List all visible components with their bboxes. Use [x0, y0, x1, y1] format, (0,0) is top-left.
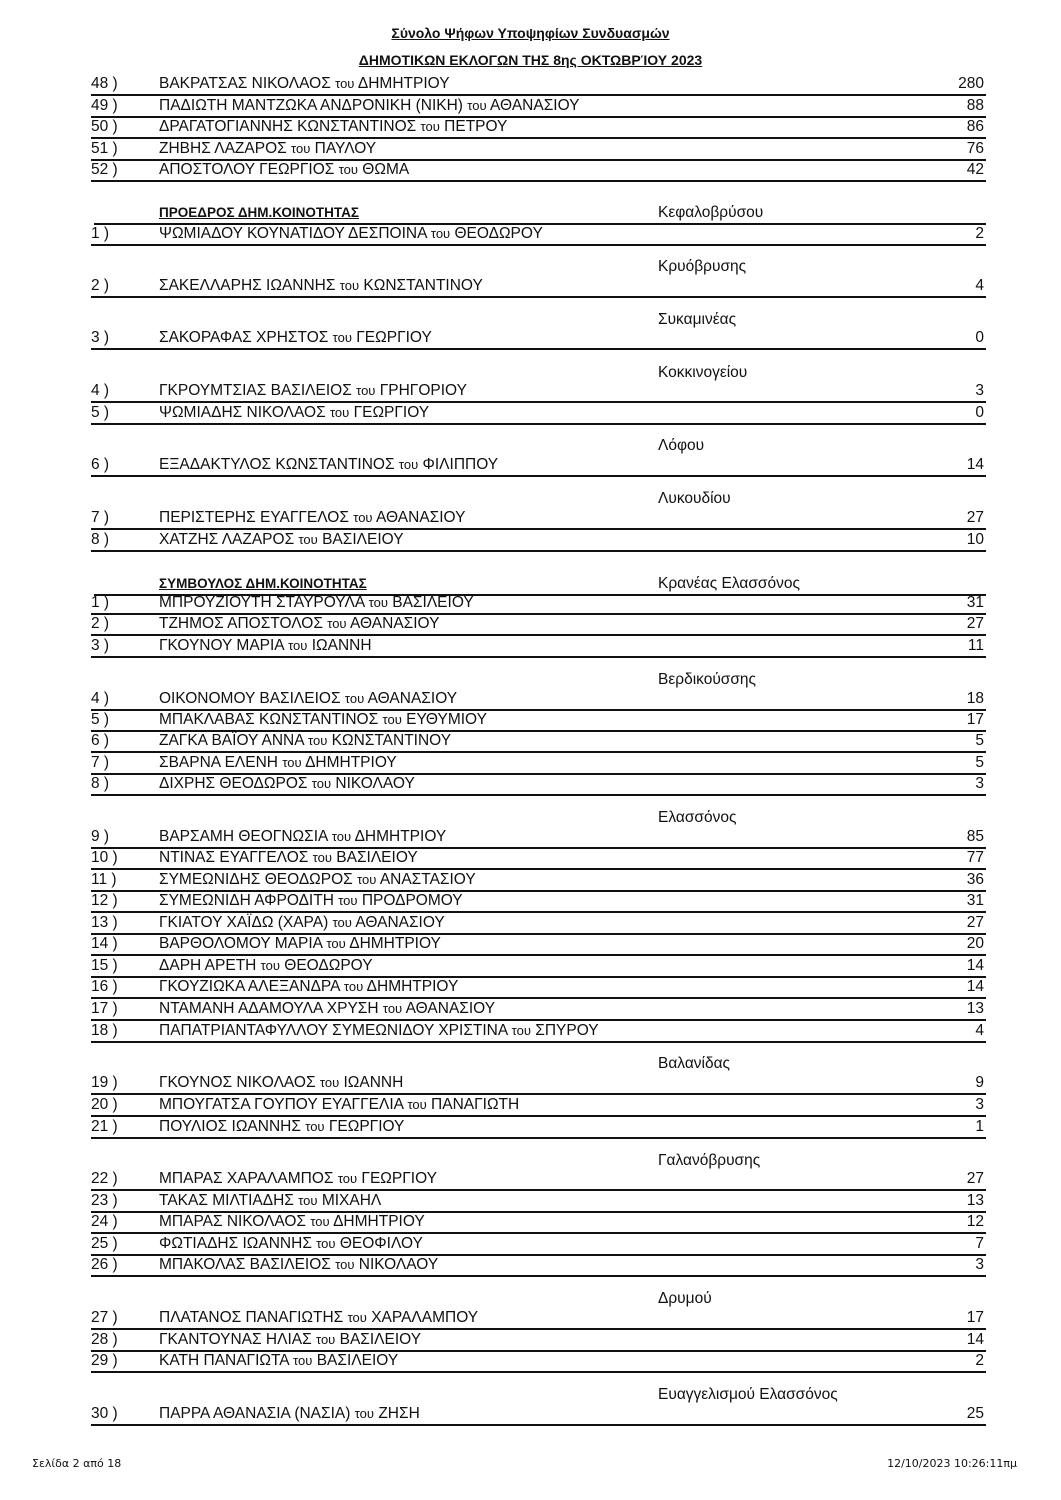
candidate-number: 26 )	[91, 1256, 118, 1273]
candidate-number: 3 )	[91, 637, 110, 654]
community-label: Ευαγγελισμού Ελασσόνος	[658, 1386, 838, 1403]
vote-count: 5	[975, 754, 984, 771]
candidate-number: 52 )	[91, 161, 118, 178]
candidate-row	[91, 455, 986, 477]
candidate-number: 50 )	[91, 118, 118, 135]
candidate-row	[91, 956, 986, 978]
candidate-row	[91, 139, 986, 161]
candidate-number: 29 )	[91, 1352, 118, 1369]
candidate-name: ΦΩΤΙΑΔΗΣ ΙΩΑΝΝΗΣ του ΘΕΟΦΙΛΟΥ	[159, 1235, 423, 1252]
candidate-number: 12 )	[91, 892, 118, 909]
vote-count: 27	[966, 1170, 984, 1187]
candidate-row	[91, 1351, 986, 1373]
vote-count: 2	[975, 1352, 984, 1369]
candidate-number: 20 )	[91, 1096, 118, 1113]
candidate-row	[91, 1308, 986, 1330]
candidate-row	[91, 117, 986, 139]
candidate-name: ΟΙΚΟΝΟΜΟΥ ΒΑΣΙΛΕΙΟΣ του ΑΘΑΝΑΣΙΟΥ	[159, 690, 458, 707]
vote-count: 1	[975, 1118, 984, 1135]
candidate-number: 8 )	[91, 531, 110, 548]
section-heading: ΣΥΜΒΟΥΛΟΣ ΔΗΜ.ΚΟΙΝΟΤΗΤΑΣ	[159, 576, 367, 591]
candidate-number: 18 )	[91, 1022, 118, 1039]
vote-count: 25	[966, 1405, 984, 1422]
candidate-row	[91, 1117, 986, 1139]
candidate-row	[91, 403, 986, 425]
candidate-name: ΠΛΑΤΑΝΟΣ ΠΑΝΑΓΙΩΤΗΣ του ΧΑΡΑΛΑΜΠΟΥ	[159, 1309, 479, 1326]
candidate-number: 17 )	[91, 1000, 118, 1017]
candidate-number: 16 )	[91, 978, 118, 995]
candidate-row	[91, 96, 986, 118]
vote-count: 10	[966, 531, 984, 548]
community-label: Λυκουδίου	[658, 490, 731, 507]
vote-count: 2	[975, 225, 984, 242]
candidate-row	[91, 530, 986, 552]
candidate-row	[91, 1095, 986, 1117]
vote-count: 14	[966, 978, 984, 995]
candidate-number: 24 )	[91, 1213, 118, 1230]
vote-count: 20	[966, 935, 984, 952]
candidate-row	[91, 328, 986, 350]
vote-count: 85	[966, 828, 984, 845]
president-section-header	[94, 203, 986, 225]
candidate-name: ΜΠΑΚΟΛΑΣ ΒΑΣΙΛΕΙΟΣ του ΝΙΚΟΛΑΟΥ	[159, 1256, 439, 1273]
candidate-number: 27 )	[91, 1309, 118, 1326]
candidate-name: ΓΚΑΝΤΟΥΝΑΣ ΗΛΙΑΣ του ΒΑΣΙΛΕΙΟΥ	[159, 1331, 422, 1348]
community-label: Γαλανόβρυσης	[658, 1152, 761, 1169]
document-title: Σύνολο Ψήφων Υποψηφίων Συνδυασμών	[391, 25, 670, 41]
vote-count: 27	[966, 509, 984, 526]
candidate-number: 4 )	[91, 382, 110, 399]
candidate-number: 28 )	[91, 1331, 118, 1348]
candidate-row	[91, 276, 986, 298]
vote-count: 13	[966, 1000, 984, 1017]
candidate-name: ΒΑΚΡΑΤΣΑΣ ΝΙΚΟΛΑΟΣ του ΔΗΜΗΤΡΙΟΥ	[159, 75, 450, 92]
candidate-number: 22 )	[91, 1170, 118, 1187]
vote-count: 14	[966, 1331, 984, 1348]
vote-count: 18	[966, 690, 984, 707]
candidate-name: ΔΡΑΓΑΤΟΓΙΑΝΝΗΣ ΚΩΝΣΤΑΝΤΙΝΟΣ του ΠΕΤΡΟΥ	[159, 118, 508, 135]
vote-count: 13	[966, 1192, 984, 1209]
vote-count: 17	[966, 1309, 984, 1326]
candidate-name: ΓΚΡΟΥΜΤΣΙΑΣ ΒΑΣΙΛΕΙΟΣ του ΓΡΗΓΟΡΙΟΥ	[159, 382, 467, 399]
vote-count: 3	[975, 1096, 984, 1113]
community-label: Συκαμινέας	[658, 311, 737, 328]
candidate-name: ΝΤΑΜΑΝΗ ΑΔΑΜΟΥΛΑ ΧΡΥΣΗ του ΑΘΑΝΑΣΙΟΥ	[159, 1000, 496, 1017]
candidate-number: 8 )	[91, 775, 110, 792]
candidate-name: ΜΠΑΚΛΑΒΑΣ ΚΩΝΣΤΑΝΤΙΝΟΣ του ΕΥΘΥΜΙΟΥ	[159, 711, 487, 728]
vote-count: 4	[975, 277, 984, 294]
candidate-number: 48 )	[91, 75, 118, 92]
candidate-name: ΜΠΑΡΑΣ ΧΑΡΑΛΑΜΠΟΣ του ΓΕΩΡΓΙΟΥ	[159, 1170, 437, 1187]
candidate-number: 13 )	[91, 914, 118, 931]
vote-count: 9	[975, 1074, 984, 1091]
candidate-name: ΠΑΠΑΤΡΙΑΝΤΑΦΥΛΛΟΥ ΣΥΜΕΩΝΙΔΟΥ ΧΡΙΣΤΙΝΑ του ΣΠΥΡΟΥ	[159, 1022, 599, 1039]
print-timestamp: 12/10/2023 10:26:11πμ	[887, 1457, 1017, 1470]
candidate-row	[91, 913, 986, 935]
candidate-row	[91, 381, 986, 403]
candidate-row	[91, 1021, 986, 1043]
candidate-row	[91, 74, 986, 96]
vote-count: 7	[975, 1235, 984, 1252]
candidate-number: 30 )	[91, 1405, 118, 1422]
candidate-row	[91, 731, 986, 753]
vote-count: 27	[966, 914, 984, 931]
community-label: Βερδικούσσης	[658, 671, 757, 688]
candidate-name: ΕΞΑΔΑΚΤΥΛΟΣ ΚΩΝΣΤΑΝΤΙΝΟΣ του ΦΙΛΙΠΠΟΥ	[159, 456, 499, 473]
candidate-name: ΖΑΓΚΑ ΒΑΪΟΥ ΑΝΝΑ του ΚΩΝΣΤΑΝΤΙΝΟΥ	[159, 732, 452, 749]
community-label: Βαλανίδας	[658, 1055, 731, 1072]
candidate-number: 1 )	[91, 594, 110, 611]
candidate-number: 15 )	[91, 957, 118, 974]
candidate-number: 6 )	[91, 732, 110, 749]
candidate-name: ΠΑΡΡΑ ΑΘΑΝΑΣΙΑ (ΝΑΣΙΑ) του ΖΗΣΗ	[159, 1405, 420, 1422]
vote-count: 14	[966, 456, 984, 473]
candidate-row	[91, 774, 986, 796]
candidate-row	[91, 1169, 986, 1191]
candidate-number: 10 )	[91, 849, 118, 866]
vote-count: 27	[966, 615, 984, 632]
candidate-name: ΨΩΜΙΑΔΟΥ ΚΟΥΝΑΤΙΔΟΥ ΔΕΣΠΟΙΝΑ του ΘΕΟΔΩΡΟΥ	[159, 225, 543, 242]
vote-count: 14	[966, 957, 984, 974]
candidate-name: ΧΑΤΖΗΣ ΛΑΖΑΡΟΣ του ΒΑΣΙΛΕΙΟΥ	[159, 531, 404, 548]
candidate-number: 7 )	[91, 509, 110, 526]
vote-count: 3	[975, 1256, 984, 1273]
candidate-number: 3 )	[91, 329, 110, 346]
vote-count: 12	[966, 1213, 984, 1230]
section-heading: ΠΡΟΕΔΡΟΣ ΔΗΜ.ΚΟΙΝΟΤΗΤΑΣ	[159, 205, 359, 220]
candidate-row	[91, 224, 986, 246]
community-label: Κρανέας Ελασσόνος	[658, 575, 800, 592]
candidate-row	[91, 1404, 986, 1426]
vote-count: 3	[975, 775, 984, 792]
candidate-name: ΔΑΡΗ ΑΡΕΤΗ του ΘΕΟΔΩΡΟΥ	[159, 957, 373, 974]
community-label: Κοκκινογείου	[658, 364, 748, 381]
candidate-row	[91, 160, 986, 182]
candidate-name: ΤΑΚΑΣ ΜΙΛΤΙΑΔΗΣ του ΜΙΧΑΗΛ	[159, 1192, 382, 1209]
community-label: Δρυμού	[658, 1290, 712, 1307]
candidate-name: ΜΠΟΥΓΑΤΣΑ ΓΟΥΠΟΥ ΕΥΑΓΓΕΛΙΑ του ΠΑΝΑΓΙΩΤΗ	[159, 1096, 520, 1113]
candidate-name: ΜΠΑΡΑΣ ΝΙΚΟΛΑΟΣ του ΔΗΜΗΤΡΙΟΥ	[159, 1213, 425, 1230]
vote-count: 31	[966, 892, 984, 909]
candidate-number: 1 )	[91, 225, 110, 242]
vote-count: 280	[958, 75, 984, 92]
candidate-number: 5 )	[91, 711, 110, 728]
candidate-row	[91, 689, 986, 711]
candidate-row	[91, 614, 986, 636]
candidate-name: ΓΚΙΑΤΟΥ ΧΑΪΔΩ (ΧΑΡΑ) του ΑΘΑΝΑΣΙΟΥ	[159, 914, 445, 931]
candidate-number: 7 )	[91, 754, 110, 771]
candidate-name: ΖΗΒΗΣ ΛΑΖΑΡΟΣ του ΠΑΥΛΟΥ	[159, 140, 377, 157]
candidate-name: ΣΒΑΡΝΑ ΕΛΕΝΗ του ΔΗΜΗΤΡΙΟΥ	[159, 754, 397, 771]
candidate-number: 2 )	[91, 615, 110, 632]
community-label: Ελασσόνος	[658, 809, 737, 826]
candidate-row	[91, 508, 986, 530]
vote-count: 0	[975, 329, 984, 346]
candidate-name: ΔΙΧΡΗΣ ΘΕΟΔΩΡΟΣ του ΝΙΚΟΛΑΟΥ	[159, 775, 415, 792]
candidate-name: ΣΥΜΕΩΝΙΔΗΣ ΘΕΟΔΩΡΟΣ του ΑΝΑΣΤΑΣΙΟΥ	[159, 871, 476, 888]
candidate-number: 4 )	[91, 690, 110, 707]
candidate-name: ΣΑΚΕΛΛΑΡΗΣ ΙΩΑΝΝΗΣ του ΚΩΝΣΤΑΝΤΙΝΟΥ	[159, 277, 483, 294]
candidate-number: 51 )	[91, 140, 118, 157]
candidate-number: 21 )	[91, 1118, 118, 1135]
candidate-name: ΚΑΤΗ ΠΑΝΑΓΙΩΤΑ του ΒΑΣΙΛΕΙΟΥ	[159, 1352, 399, 1369]
candidate-row	[91, 934, 986, 956]
community-label: Κεφαλοβρύσου	[658, 204, 764, 221]
candidate-row	[91, 999, 986, 1021]
candidate-number: 49 )	[91, 97, 118, 114]
candidate-name: ΠΟΥΛΙΟΣ ΙΩΑΝΝΗΣ του ΓΕΩΡΓΙΟΥ	[159, 1118, 405, 1135]
community-label: Λόφου	[658, 437, 705, 454]
vote-count: 42	[966, 161, 984, 178]
candidate-name: ΣΥΜΕΩΝΙΔΗ ΑΦΡΟΔΙΤΗ του ΠΡΟΔΡΟΜΟΥ	[159, 892, 463, 909]
candidate-row	[91, 593, 986, 615]
candidate-name: ΣΑΚΟΡΑΦΑΣ ΧΡΗΣΤΟΣ του ΓΕΩΡΓΙΟΥ	[159, 329, 432, 346]
candidate-number: 6 )	[91, 456, 110, 473]
vote-count: 0	[975, 404, 984, 421]
vote-count: 77	[966, 849, 984, 866]
vote-count: 17	[966, 711, 984, 728]
community-label: Κρυόβρυσης	[658, 258, 747, 275]
vote-count: 5	[975, 732, 984, 749]
candidate-name: ΤΖΗΜΟΣ ΑΠΟΣΤΟΛΟΣ του ΑΘΑΝΑΣΙΟΥ	[159, 615, 440, 632]
vote-count: 86	[966, 118, 984, 135]
candidate-name: ΠΑΔΙΩΤΗ ΜΑΝΤΖΩΚΑ ΑΝΔΡΟΝΙΚΗ (ΝΙΚΗ) του ΑΘΑΝΑΣΙΟΥ	[159, 97, 580, 114]
candidate-name: ΓΚΟΥΝΟΣ ΝΙΚΟΛΑΟΣ του ΙΩΑΝΝΗ	[159, 1074, 404, 1091]
candidate-row	[91, 710, 986, 732]
candidate-number: 19 )	[91, 1074, 118, 1091]
candidate-row	[91, 753, 986, 775]
candidate-number: 11 )	[91, 871, 117, 888]
document-subtitle: ΔΗΜΟΤΙΚΩΝ ΕΚΛΟΓΩΝ ΤΗΣ 8ης ΟΚΤΩΒΡΊΟΥ 2023	[358, 52, 703, 68]
candidate-name: ΜΠΡΟΥΖΙΟΥΤΗ ΣΤΑΥΡΟΥΛΑ του ΒΑΣΙΛΕΙΟΥ	[159, 594, 474, 611]
candidate-row	[91, 1234, 986, 1256]
candidate-row	[91, 870, 986, 892]
candidate-row	[91, 1073, 986, 1095]
vote-count: 31	[966, 594, 984, 611]
candidate-row	[91, 1191, 986, 1213]
vote-count: 36	[966, 871, 984, 888]
candidate-row	[91, 977, 986, 999]
candidate-number: 5 )	[91, 404, 110, 421]
candidate-number: 9 )	[91, 828, 110, 845]
candidate-number: 2 )	[91, 277, 110, 294]
candidate-number: 25 )	[91, 1235, 118, 1252]
vote-count: 11	[967, 637, 984, 654]
candidate-name: ΓΚΟΥΖΙΩΚΑ ΑΛΕΞΑΝΔΡΑ του ΔΗΜΗΤΡΙΟΥ	[159, 978, 459, 995]
candidate-name: ΒΑΡΣΑΜΗ ΘΕΟΓΝΩΣΙΑ του ΔΗΜΗΤΡΙΟΥ	[159, 828, 447, 845]
candidate-row	[91, 636, 986, 658]
candidate-row	[91, 827, 986, 849]
candidate-name: ΓΚΟΥΝΟΥ ΜΑΡΙΑ του ΙΩΑΝΝΗ	[159, 637, 372, 654]
candidate-row	[91, 1330, 986, 1352]
candidate-name: ΠΕΡΙΣΤΕΡΗΣ ΕΥΑΓΓΕΛΟΣ του ΑΘΑΝΑΣΙΟΥ	[159, 509, 466, 526]
vote-count: 76	[966, 140, 984, 157]
candidate-name: ΒΑΡΘΟΛΟΜΟΥ ΜΑΡΙΑ του ΔΗΜΗΤΡΙΟΥ	[159, 935, 441, 952]
candidate-row	[91, 848, 986, 870]
candidate-row	[91, 891, 986, 913]
candidate-row	[91, 1212, 986, 1234]
vote-count: 4	[975, 1022, 984, 1039]
vote-count: 3	[975, 382, 984, 399]
candidate-name: ΨΩΜΙΑΔΗΣ ΝΙΚΟΛΑΟΣ του ΓΕΩΡΓΙΟΥ	[159, 404, 430, 421]
page-number: Σελίδα 2 από 18	[32, 1457, 122, 1470]
candidate-number: 23 )	[91, 1192, 118, 1209]
candidate-row	[91, 1255, 986, 1277]
candidate-name: ΝΤΙΝΑΣ ΕΥΑΓΓΕΛΟΣ του ΒΑΣΙΛΕΙΟΥ	[159, 849, 418, 866]
candidate-number: 14 )	[91, 935, 118, 952]
vote-count: 88	[966, 97, 984, 114]
candidate-name: ΑΠΟΣΤΟΛΟΥ ΓΕΩΡΓΙΟΣ του ΘΩΜΑ	[159, 161, 410, 178]
